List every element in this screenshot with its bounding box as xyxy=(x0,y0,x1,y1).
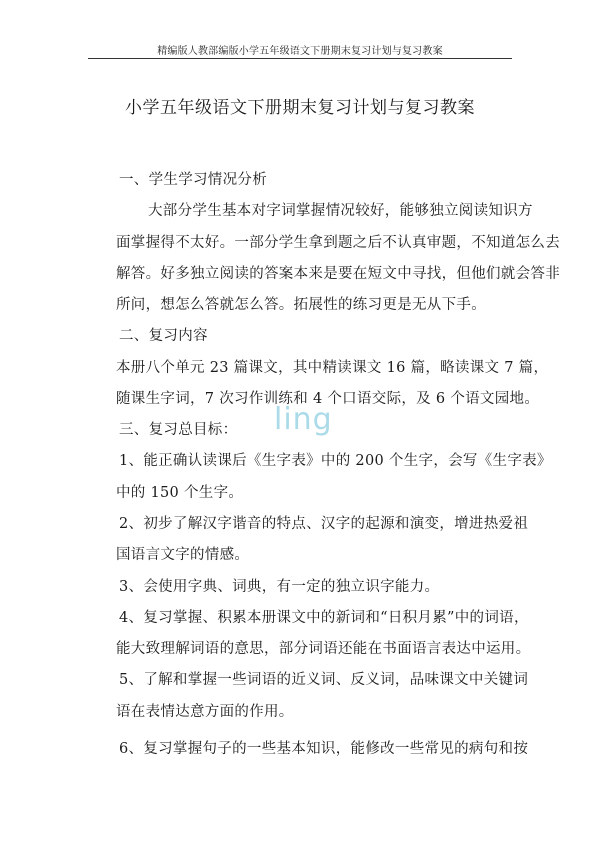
section-heading-analysis: 一、学生学习情况分析 xyxy=(119,172,267,188)
list-item-continuation: 语在表情达意方面的作用。 xyxy=(116,704,294,720)
paragraph-line: 面掌握得不太好。一部分学生拿到题之后不认真审题，不知道怎么去 xyxy=(116,235,560,251)
paragraph-line: 本册八个单元 23 篇课文，其中精读课文 16 篇，略读课文 7 篇， xyxy=(116,360,549,376)
list-item: 2、初步了解汉字谐音的特点、汉字的起源和演变，增进热爱祖 xyxy=(119,516,529,532)
list-item: 4、复习掌握、积累本册课文中的新词和“日积月累”中的词语， xyxy=(119,610,529,626)
paragraph-line: 所问，想怎么答就怎么答。拓展性的练习更是无从下手。 xyxy=(116,297,486,313)
paragraph-line: 解答。好多独立阅读的答案本来是要在短文中寻找，但他们就会答非 xyxy=(116,266,560,282)
list-item: 3、会使用字典、词典，有一定的独立识字能力。 xyxy=(119,579,440,595)
list-item: 6、复习掌握句子的一些基本知识，能修改一些常见的病句和按 xyxy=(119,741,529,757)
list-item-continuation: 国语言文字的情感。 xyxy=(116,547,250,563)
list-item: 5、了解和掌握一些词语的近义词、反义词，品味课文中关键词 xyxy=(119,672,529,688)
list-item-continuation: 能大致理解词语的意思，部分词语还能在书面语言表达中运用。 xyxy=(116,641,531,657)
watermark: ling xyxy=(274,402,333,437)
page-header: 精编版人教部编版小学五年级语文下册期末复习计划与复习教案 xyxy=(157,46,443,57)
paragraph-line: 随课生字词，7 次习作训练和 4 个口语交际，及 6 个语文园地。 xyxy=(116,391,540,407)
document-title: 小学五年级语文下册期末复习计划与复习教案 xyxy=(125,98,475,118)
header-divider xyxy=(88,58,512,59)
list-item-continuation: 中的 150 个生字。 xyxy=(116,485,244,501)
list-item: 1、能正确认读课后《生字表》中的 200 个生字，会写《生字表》 xyxy=(119,453,552,469)
paragraph-line: 大部分学生基本对字词掌握情况较好，能够独立阅读知识方 xyxy=(148,203,533,219)
section-heading-content: 二、复习内容 xyxy=(119,328,208,344)
section-heading-goals: 三、复习总目标： xyxy=(119,422,238,438)
